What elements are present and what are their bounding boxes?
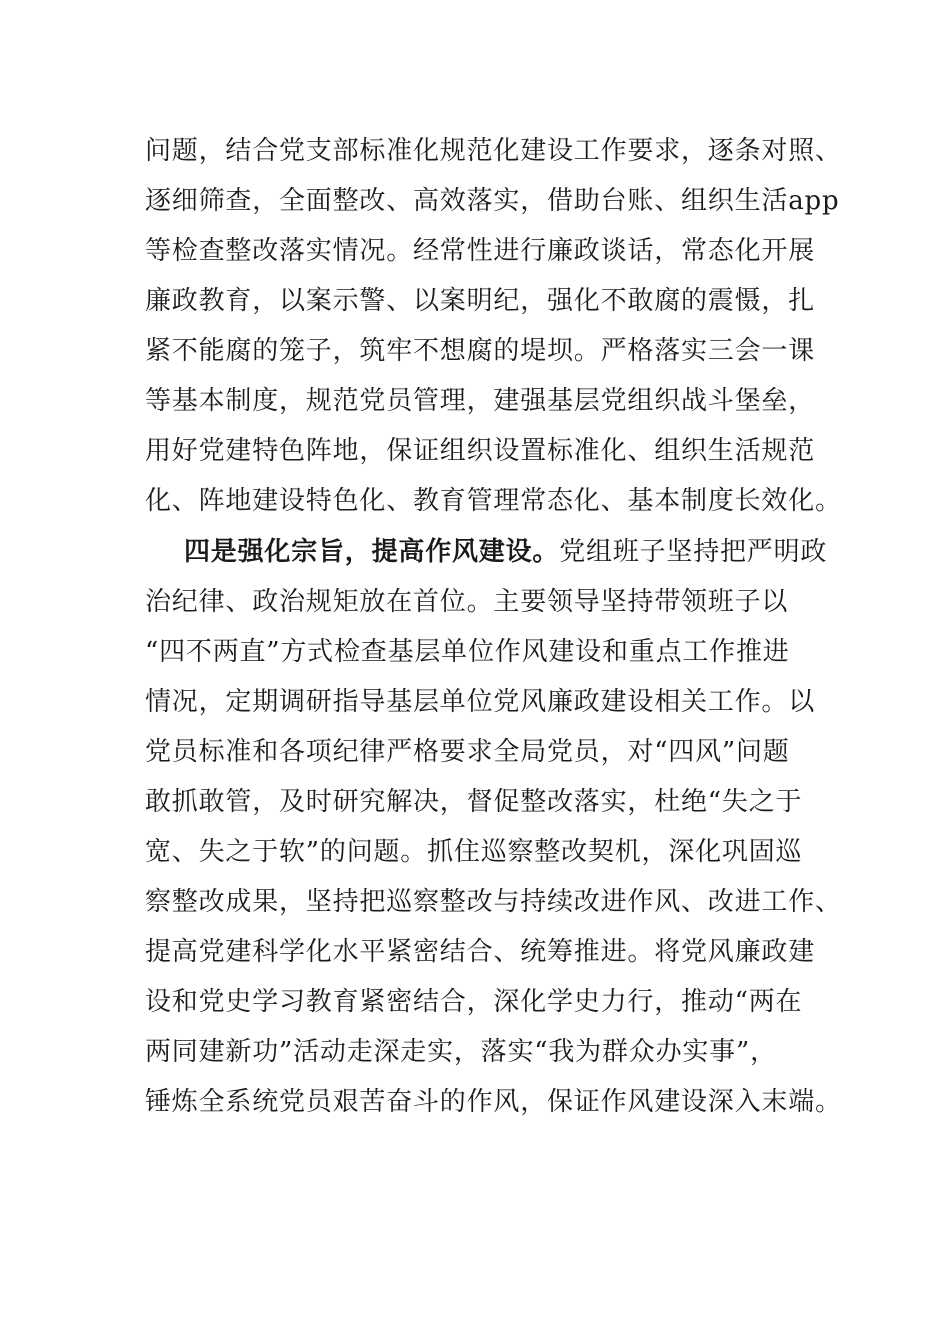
- paragraph-first-line: [184, 527, 827, 577]
- text-line: 用好党建特色阵地，保证组织设置标准化、组织生活规范: [145, 436, 816, 466]
- text-line: 廉政教育，以案示警、以案明纪，强化不敢腐的震慑，扎: [145, 286, 816, 316]
- text-line: 察整改成果，坚持把巡察整改与持续改进作风、改进工作、: [145, 887, 842, 917]
- text-line: 宽、失之于软”的问题。抓住巡察整改契机，深化巩固巡: [145, 837, 803, 867]
- text-line: 逐细筛查，全面整改、高效落实，借助台账、组织生活app: [145, 186, 840, 216]
- text-line: 紧不能腐的笼子，筑牢不想腐的堤坝。严格落实三会一课: [145, 336, 816, 366]
- text-line: 情况，定期调研指导基层单位党风廉政建设相关工作。以: [145, 687, 816, 717]
- text-line: 等基本制度，规范党员管理，建强基层党组织战斗堡垒，: [145, 386, 816, 416]
- paragraph-heading-rest: 党组班子坚持把严明政: [559, 537, 828, 567]
- text-line: “四不两直”方式检查基层单位作风建设和重点工作推进: [145, 637, 790, 667]
- text-line: 问题，结合党支部标准化规范化建设工作要求，逐条对照、: [145, 136, 842, 166]
- text-line: 锤炼全系统党员艰苦奋斗的作风，保证作风建设深入末端。: [145, 1087, 842, 1117]
- text-line: 设和党史学习教育紧密结合，深化学史力行，推动“两在: [145, 987, 803, 1017]
- text-line: 化、阵地建设特色化、教育管理常态化、基本制度长效化。: [145, 486, 842, 516]
- text-line: 敢抓敢管，及时研究解决，督促整改落实，杜绝“失之于: [145, 787, 803, 817]
- text-line: 治纪律、政治规矩放在首位。主要领导坚持带领班子以: [145, 587, 789, 617]
- text-line: 提高党建科学化水平紧密结合、统筹推进。将党风廉政建: [145, 937, 816, 967]
- text-line: 等检查整改落实情况。经常性进行廉政谈话，常态化开展: [145, 236, 816, 266]
- text-line: 两同建新功”活动走深走实，落实“我为群众办实事”，: [145, 1037, 777, 1067]
- text-line: 党员标准和各项纪律严格要求全局党员，对“四风”问题: [145, 737, 790, 767]
- paragraph-heading: 四是强化宗旨，提高作风建设。: [184, 537, 560, 567]
